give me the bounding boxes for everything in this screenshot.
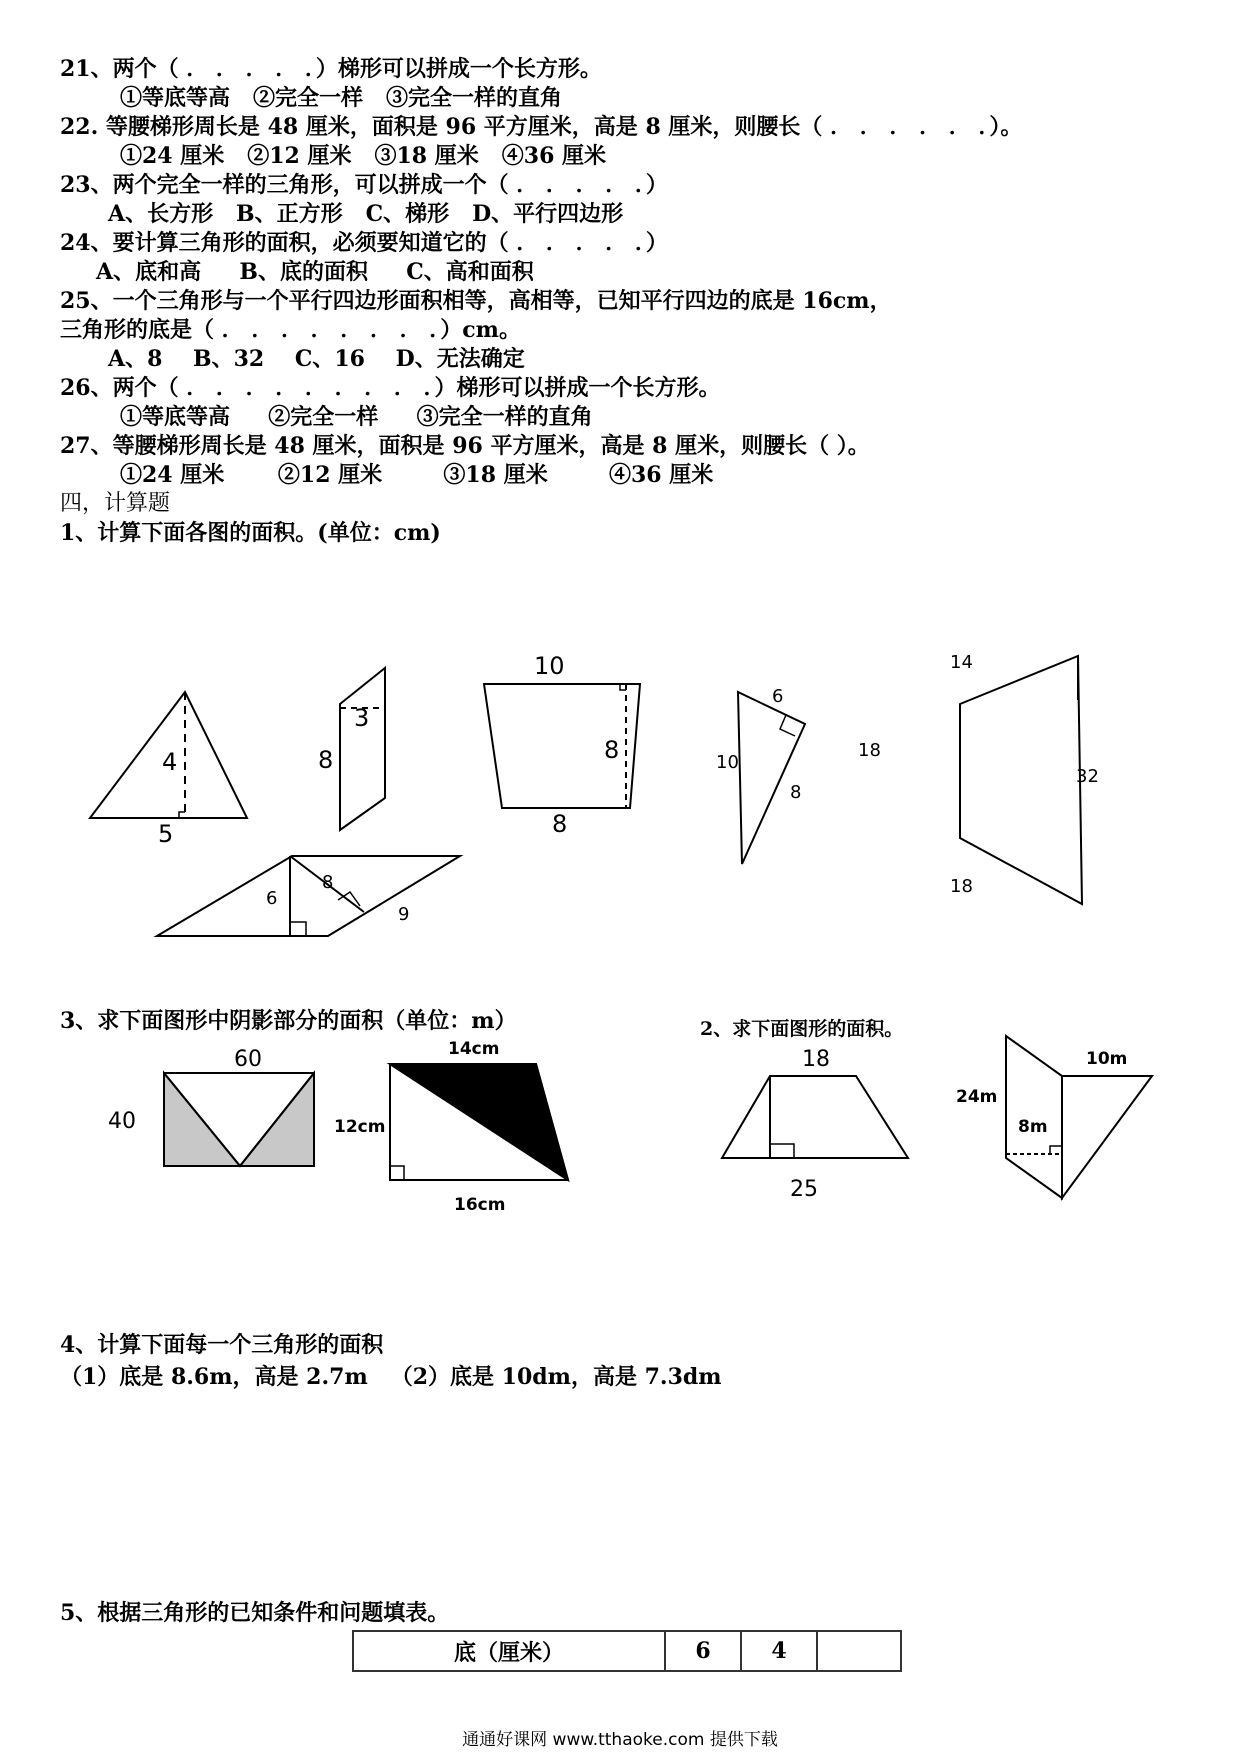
parallelogram-shape <box>340 668 385 830</box>
fold-right-label: 10m <box>1086 1049 1128 1069</box>
big-trapezoid-shape <box>960 656 1082 904</box>
rect-width-label: 60 <box>234 1047 262 1072</box>
bigtrap-top-label: 14 <box>950 652 973 673</box>
bigtrap-bottom-label: 18 <box>950 876 973 897</box>
para2-perp-label: 8 <box>322 872 334 893</box>
rt-extra-label: 18 <box>858 740 881 761</box>
trap-height-label: 8 <box>604 736 620 764</box>
section-heading: 四，计算题 <box>60 491 171 516</box>
question-23-options: A、长方形 B、正方形 C、梯形 D、平行四边形 <box>108 201 624 227</box>
table-row <box>353 1631 901 1671</box>
question-25-stem: 25、一个三角形与一个平行四边形面积相等，高相等，已知平行四边的底是 16cm， <box>60 288 892 314</box>
question-22-stem: 22. 等腰梯形周长是 48 厘米，面积是 96 平方厘米，高是 8 厘米，则腰长（ ． ． ． ． ． ．）。 <box>60 114 1023 140</box>
trap-top-label: 10 <box>534 652 565 680</box>
calc-question-5: 5、根据三角形的已知条件和问题填表。 <box>60 1600 450 1626</box>
question-21-options: ①等底等高 ②完全一样 ③完全一样的直角 <box>120 85 562 111</box>
right-triangle-shape <box>738 692 805 864</box>
shade-left-label: 12cm <box>334 1117 386 1137</box>
question-26-stem: 26、两个（ ． ． ． ． ． ． ． ． ．）梯形可以拼成一个长方形。 <box>60 375 721 401</box>
rt-c-label: 10 <box>716 752 739 773</box>
question-21-stem: 21、两个（ ． ． ． ． ．）梯形可以拼成一个长方形。 <box>60 56 602 82</box>
question-22-options: ①24 厘米 ②12 厘米 ③18 厘米 ④36 厘米 <box>120 143 607 169</box>
rt-a-label: 6 <box>772 686 784 707</box>
question-23-stem: 23、两个完全一样的三角形，可以拼成一个（ ． ． ． ． ．） <box>60 172 668 198</box>
table-cell <box>817 1631 901 1671</box>
table-cell: 4 <box>741 1631 817 1671</box>
para2-side-label: 9 <box>398 904 410 925</box>
para2-height-label: 6 <box>266 888 278 909</box>
calc-question-4-items: （1）底是 8.6m，高是 2.7m （2）底是 10dm，高是 7.3dm <box>60 1364 722 1390</box>
rect-height-label: 40 <box>108 1109 136 1134</box>
question-27-stem: 27、等腰梯形周长是 48 厘米，面积是 96 平方厘米，高是 8 厘米，则腰长（ ）。 <box>60 433 870 459</box>
fold-height-label: 8m <box>1018 1117 1048 1137</box>
question-24-stem: 24、要计算三角形的面积，必须要知道它的（ ． ． ． ． ．） <box>60 230 668 256</box>
page-footer: 通通好课网 www.tthaoke.com 提供下载 <box>462 1730 778 1750</box>
tri-height-label: 4 <box>162 748 178 776</box>
shade-bottom-label: 16cm <box>454 1195 506 1215</box>
trap2-top-label: 18 <box>802 1047 830 1072</box>
calc-question-3: 3、求下面图形中阴影部分的面积（单位：m） <box>60 1008 517 1034</box>
fold-left-label: 24m <box>956 1087 998 1107</box>
rt-b-label: 8 <box>790 782 802 803</box>
table-cell: 6 <box>665 1631 741 1671</box>
table-row-label: 底（厘米） <box>353 1631 665 1671</box>
question-25-stem-continued: 三角形的底是（ ． ． ． ． ． ． ． ．）cm。 <box>60 317 521 343</box>
para-height-label: 3 <box>354 704 370 732</box>
question-26-options: ①等底等高 ②完全一样 ③完全一样的直角 <box>120 404 593 430</box>
shade-top-label: 14cm <box>448 1039 500 1059</box>
question-24-options: A、底和高 B、底的面积 C、高和面积 <box>96 259 534 285</box>
parallelogram-2-shape <box>157 856 460 936</box>
trap2-bottom-label: 25 <box>790 1177 818 1202</box>
question-27-options: ①24 厘米 ②12 厘米 ③18 厘米 ④36 厘米 <box>120 462 714 488</box>
para-side-label: 8 <box>318 746 334 774</box>
calc-question-2: 2、求下面图形的面积。 <box>700 1018 904 1040</box>
calc-question-4: 4、计算下面每一个三角形的面积 <box>60 1332 384 1358</box>
trapezoid-2-shape <box>722 1076 908 1158</box>
bigtrap-height-label: 32 <box>1076 766 1099 787</box>
question-25-options: A、8 B、32 C、16 D、无法确定 <box>108 346 525 372</box>
tri-base-label: 5 <box>158 820 174 848</box>
trap-bottom-label: 8 <box>552 810 568 838</box>
triangle-table <box>352 1630 902 1672</box>
calc-question-1: 1、计算下面各图的面积。(单位：cm) <box>60 520 441 546</box>
